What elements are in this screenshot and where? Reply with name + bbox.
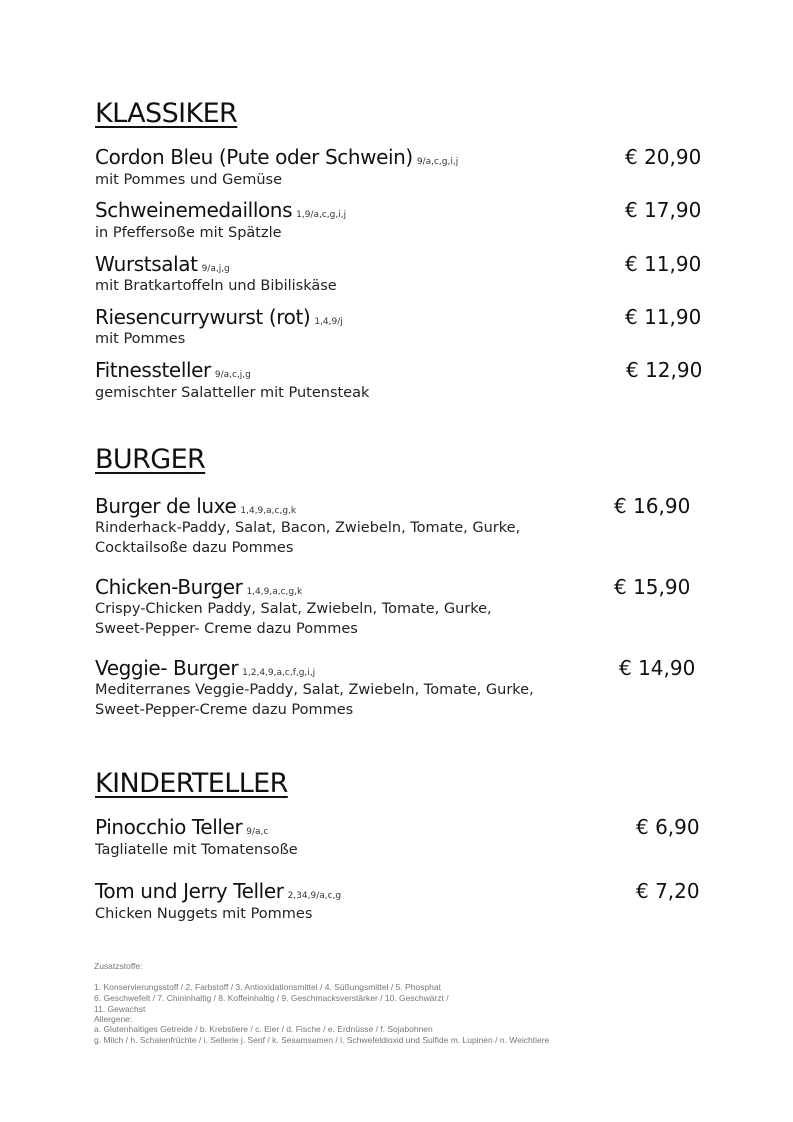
item-allergens: 1,4,9,a,c,g,k xyxy=(246,587,303,597)
item-allergens: 9/a,c xyxy=(246,827,269,837)
item-allergens: 1,9/a,c,g,i,j xyxy=(296,210,347,220)
item-price: € 14,90 xyxy=(619,656,696,680)
item-description: Rinderhack-Paddy, Salat, Bacon, Zwiebeln, Tomate, Gurke, xyxy=(95,520,521,536)
item-price: € 17,90 xyxy=(625,198,702,222)
item-description: Cocktailsoße dazu Pommes xyxy=(95,540,294,556)
item-price: € 6,90 xyxy=(636,815,700,839)
item-name: Schweinemedaillons xyxy=(95,198,293,222)
footnote-line: g. Milch / h. Schalenfrüchte / i. Sellerie j. Senf / k. Sesamsamen / l. Schwefeldioxid und Sulfide m. Lupinen / n. Weichtiere xyxy=(94,1035,550,1045)
item-description: Sweet-Pepper- Creme dazu Pommes xyxy=(95,621,358,637)
item-description: mit Bratkartoffeln und Bibiliskäse xyxy=(95,278,337,294)
item-allergens: 1,4,9/j xyxy=(314,317,343,327)
additives-title: Zusatzstoffe: xyxy=(94,961,143,971)
item-name: Chicken-Burger xyxy=(95,575,243,599)
item-allergens: 1,4,9,a,c,g,k xyxy=(240,506,297,516)
item-name: Cordon Bleu (Pute oder Schwein) xyxy=(95,145,413,169)
item-price: € 16,90 xyxy=(614,494,691,518)
item-price: € 11,90 xyxy=(625,305,702,329)
item-name: Veggie- Burger xyxy=(95,656,239,680)
item-allergens: 2,34,9/a,c,g xyxy=(287,891,342,901)
item-description: gemischter Salatteller mit Putensteak xyxy=(95,385,370,401)
item-price: € 7,20 xyxy=(636,879,700,903)
section-heading-burger: BURGER xyxy=(95,444,206,475)
item-description: mit Pommes und Gemüse xyxy=(95,172,283,188)
item-description: Crispy-Chicken Paddy, Salat, Zwiebeln, Tomate, Gurke, xyxy=(95,601,492,617)
item-description: Tagliatelle mit Tomatensoße xyxy=(95,842,298,858)
item-name: Riesencurrywurst (rot) xyxy=(95,305,311,329)
item-allergens: 1,2,4,9,a,c,f,g,i,j xyxy=(242,668,316,678)
item-price: € 15,90 xyxy=(614,575,691,599)
item-name: Burger de luxe xyxy=(95,494,237,518)
section-heading-klassiker: KLASSIKER xyxy=(95,98,238,129)
item-name: Pinocchio Teller xyxy=(95,815,243,839)
item-price: € 12,90 xyxy=(626,358,703,382)
item-name: Wurstsalat xyxy=(95,252,198,276)
item-name: Tom und Jerry Teller xyxy=(95,879,284,903)
item-allergens: 9/a,j,g xyxy=(201,264,230,274)
item-description: Chicken Nuggets mit Pommes xyxy=(95,906,313,922)
allergens-title: Allergene: xyxy=(94,1014,133,1024)
item-name: Fitnessteller xyxy=(95,358,211,382)
item-allergens: 9/a,c,j,g xyxy=(214,370,251,380)
footnote-line: 11. Gewachst xyxy=(94,1004,146,1014)
item-description: Mediterranes Veggie-Paddy, Salat, Zwiebeln, Tomate, Gurke, xyxy=(95,682,534,698)
item-description: Sweet-Pepper-Creme dazu Pommes xyxy=(95,702,354,718)
item-description: in Pfeffersoße mit Spätzle xyxy=(95,225,282,241)
footnote-line: 1. Konservierungsstoff / 2. Farbstoff / 3. Antioxidationsmittel / 4. Süßungsmittel / 5. Phosphat xyxy=(94,982,441,992)
item-price: € 11,90 xyxy=(625,252,702,276)
item-allergens: 9/a,c,g,i,j xyxy=(416,157,459,167)
item-price: € 20,90 xyxy=(625,145,702,169)
footnote-line: a. Glutenhaltiges Getreide / b. Krebstiere / c. Eier / d. Fische / e. Erdnüsse / f. Sojabohnen xyxy=(94,1024,433,1034)
footnote-line: 6. Geschwefelt / 7. Chininhaltig / 8. Koffeinhaltig / 9. Geschmacksverstärker / 10. Geschwärzt / xyxy=(94,993,449,1003)
section-heading-kinderteller: KINDERTELLER xyxy=(95,768,288,799)
item-description: mit Pommes xyxy=(95,331,186,347)
